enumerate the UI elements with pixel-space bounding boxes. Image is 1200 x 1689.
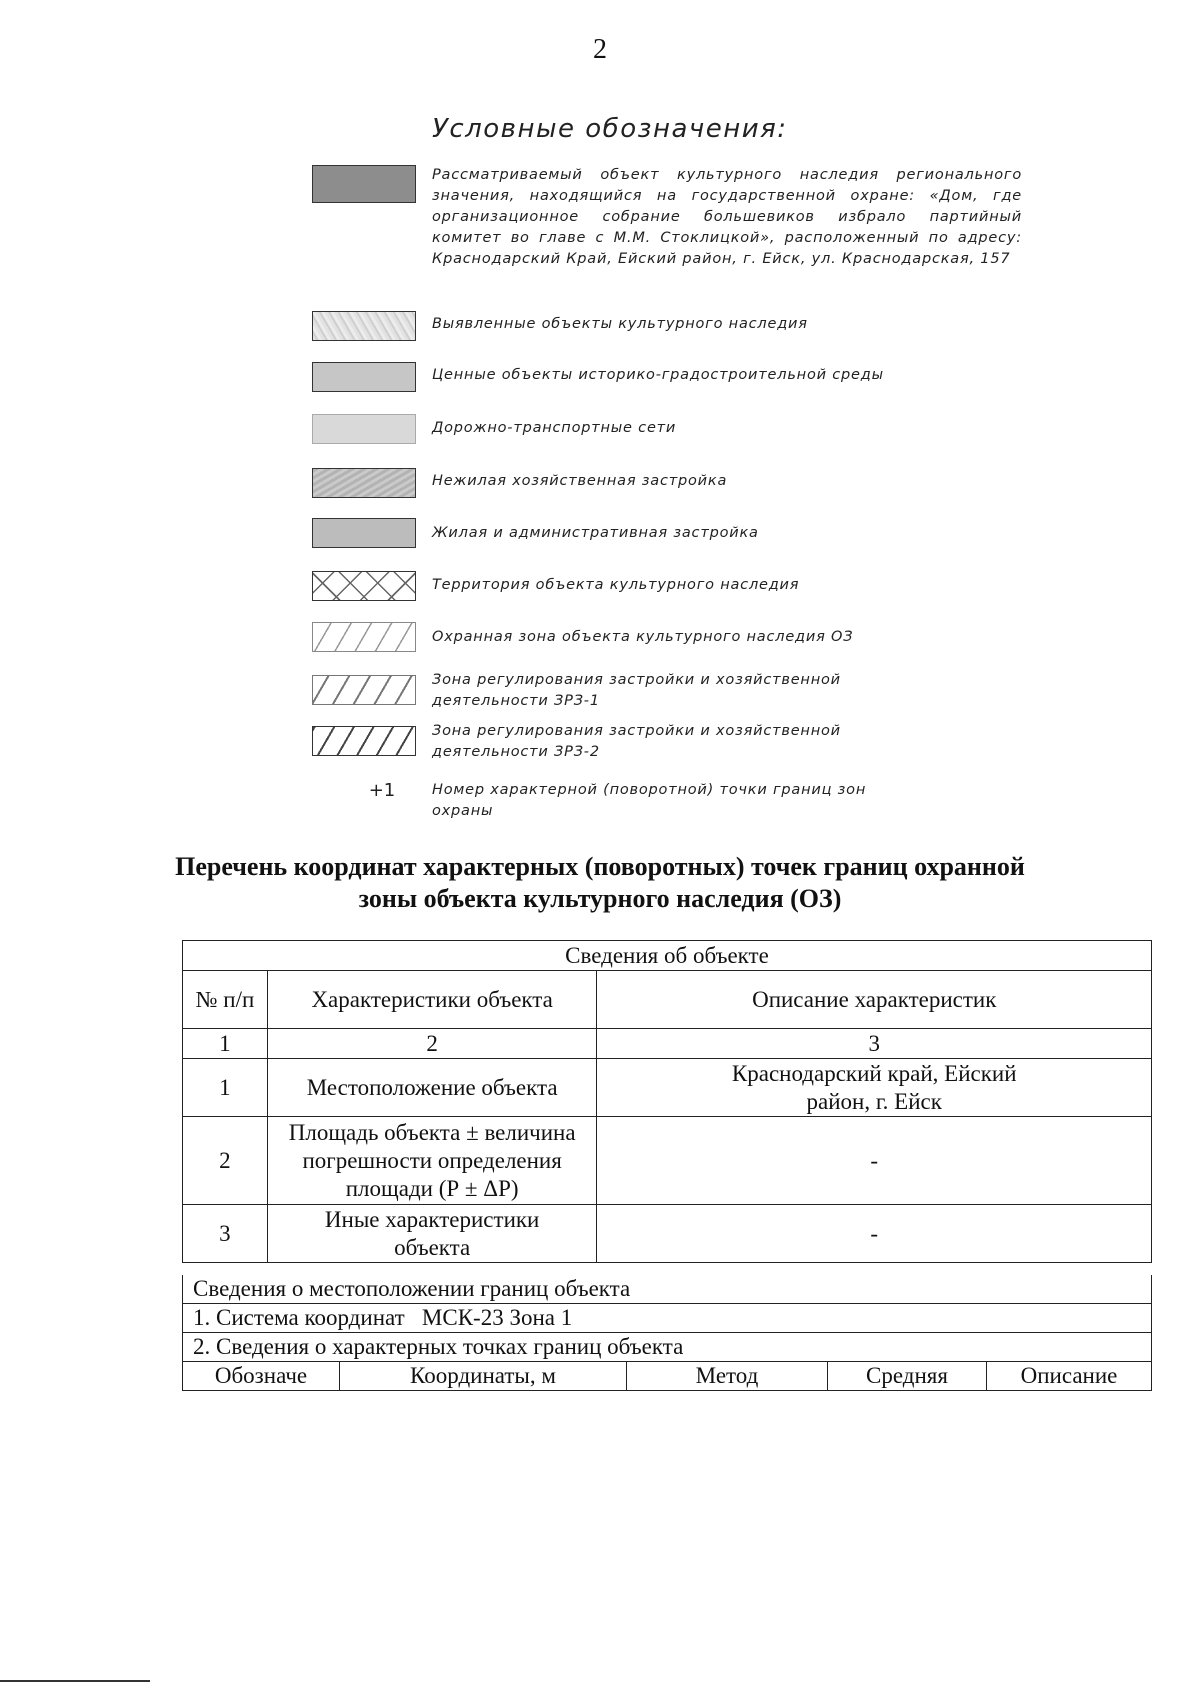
table-row	[183, 1205, 1152, 1263]
row-desc: Краснодарский край, Ейский район, г. Ейск	[597, 1059, 1152, 1117]
legend-swatch	[312, 726, 416, 756]
col-number: 3	[597, 1029, 1152, 1059]
points-col-method: Метод	[627, 1362, 828, 1390]
legend-text: Рассматриваемый объект культурного наследия регионального значения, находящийся на государственной охране: «Дом, где организационное собрание большевиков избрало партийный комитет во главе с М.М. Стоклицкой», расположенный по адресу: Краснодарский Край, Ейский район, г. Ейск, ул. Краснодарская, 157	[432, 167, 1022, 267]
legend-text: Территория объекта культурного наследия	[432, 577, 800, 593]
legend-text: Нежилая хозяйственная застройка	[432, 473, 728, 489]
col-number: 1	[183, 1029, 268, 1059]
legend-swatch	[312, 675, 416, 705]
legend-text: Выявленные объекты культурного наследия	[432, 316, 808, 332]
legend-text: Зона регулирования застройки и хозяйственной деятельности ЗРЗ-1	[432, 672, 841, 709]
table-heading	[0, 851, 1200, 915]
points-title: 2. Сведения о характерных точках границ объекта	[182, 1333, 1152, 1362]
legend-swatch	[312, 518, 416, 548]
boundaries-title: Сведения о местоположении границ объекта	[182, 1275, 1152, 1304]
table-row	[183, 1117, 1152, 1205]
legend-swatch	[312, 311, 416, 341]
legend-text: Ценные объекты историко-градостроительной среды	[432, 367, 884, 383]
row-num: 2	[183, 1117, 268, 1205]
section-title: Сведения об объекте	[183, 941, 1152, 971]
points-col-coordinates: Координаты, м	[340, 1362, 627, 1390]
legend-swatch	[312, 571, 416, 601]
points-table-header	[182, 1362, 1152, 1391]
points-col-designation: Обозначе	[183, 1362, 340, 1390]
table-row	[183, 1059, 1152, 1117]
row-desc: -	[597, 1117, 1152, 1205]
header-description: Описание характеристик	[597, 971, 1152, 1029]
points-col-description: Описание	[1020, 1363, 1118, 1388]
legend-swatch	[312, 165, 416, 203]
row-desc: -	[597, 1205, 1152, 1263]
row-name: Местоположение объекта	[267, 1059, 597, 1117]
legend-text: Жилая и административная застройка	[432, 525, 759, 541]
point-marker: +1	[368, 780, 396, 801]
row-name: Площадь объекта ± величина погрешности определения площади (Р ± ΔР)	[267, 1117, 597, 1205]
heading-line-1: Перечень координат характерных (поворотных) точек границ охранной	[175, 852, 1025, 881]
object-info-table	[182, 940, 1152, 1263]
legend-text: Зона регулирования застройки и хозяйственной деятельности ЗРЗ-2	[432, 723, 841, 760]
header-characteristic: Характеристики объекта	[267, 971, 597, 1029]
row-num: 3	[183, 1205, 268, 1263]
legend-swatch	[312, 362, 416, 392]
footnote-divider	[0, 1680, 150, 1682]
row-name: Иные характеристики объекта	[267, 1205, 597, 1263]
header-num: № п/п	[183, 971, 268, 1029]
legend-swatch	[312, 414, 416, 444]
legend-text: Охранная зона объекта культурного наследия ОЗ	[432, 629, 854, 645]
coord-system: 1. Система координат МСК-23 Зона 1	[182, 1304, 1152, 1333]
points-col-average: Средняя	[828, 1362, 987, 1390]
heading-line-2: зоны объекта культурного наследия (ОЗ)	[358, 884, 842, 913]
row-num: 1	[183, 1059, 268, 1117]
legend-text: Номер характерной (поворотной) точки границ зон охраны	[432, 782, 867, 819]
page-number: 2	[593, 34, 607, 65]
col-number: 2	[267, 1029, 597, 1059]
legend-swatch	[312, 622, 416, 652]
legend-swatch	[312, 468, 416, 498]
legend-text: Дорожно-транспортные сети	[432, 420, 677, 436]
legend-title: Условные обозначения:	[432, 114, 788, 144]
